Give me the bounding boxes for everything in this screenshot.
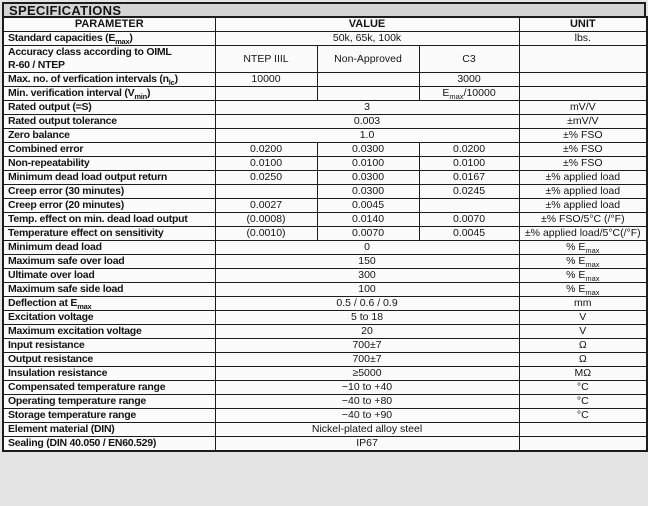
parameter-cell: Maximum excitation voltage: [3, 325, 215, 339]
spec-row: [3, 311, 647, 325]
value-cell: $E_{max}/10000$: [419, 87, 519, 101]
value-header-cell: VALUE: [215, 17, 519, 32]
spec-row: [3, 255, 647, 269]
spec-row: [3, 32, 647, 46]
parameter-cell: Temp. effect on min. dead load output: [3, 213, 215, 227]
spec-row: [3, 185, 647, 199]
value-cell: [215, 87, 317, 101]
value-cell: NTEP IIIL: [215, 46, 317, 73]
spec-row: [3, 381, 647, 395]
unit-cell: V: [519, 325, 647, 339]
parameter-cell: Non-repeatability: [3, 157, 215, 171]
spec-row: [3, 297, 647, 311]
value-cell: 0.0300: [317, 185, 419, 199]
unit-cell: ±% applied load: [519, 171, 647, 185]
spec-row: [3, 227, 647, 241]
unit-cell: ±% FSO/5°C (/°F): [519, 213, 647, 227]
value-cell: −40 to +90: [215, 409, 519, 423]
value-cell: C3: [419, 46, 519, 73]
value-cell: [317, 87, 419, 101]
spec-row: [3, 73, 647, 87]
spec-row: [3, 115, 647, 129]
parameter-cell: Element material (DIN): [3, 423, 215, 437]
spec-row: [3, 269, 647, 283]
parameter-cell: Standard capacities $(E_{max})$: [3, 32, 215, 46]
spec-row: [3, 423, 647, 437]
specifications-title: SPECIFICATIONS: [9, 3, 122, 18]
value-cell: 700±7: [215, 353, 519, 367]
unit-cell: [519, 73, 647, 87]
value-cell: 0.0045: [317, 199, 419, 213]
spec-row: [3, 241, 647, 255]
value-cell: 0.0045: [419, 227, 519, 241]
value-cell: 0.0300: [317, 143, 419, 157]
value-cell: 0.0300: [317, 171, 419, 185]
parameter-header-cell: PARAMETER: [3, 17, 215, 32]
unit-cell: mm: [519, 297, 647, 311]
parameter-cell: Output resistance: [3, 353, 215, 367]
parameter-cell: Zero balance: [3, 129, 215, 143]
unit-cell: ±% applied load/5°C(/°F): [519, 227, 647, 241]
spec-sheet: [2, 0, 646, 452]
spec-row: [3, 395, 647, 409]
unit-cell: [519, 46, 647, 73]
value-cell: 5 to 18: [215, 311, 519, 325]
value-cell: 50k, 65k, 100k: [215, 32, 519, 46]
value-cell: 150: [215, 255, 519, 269]
spec-row: [3, 353, 647, 367]
parameter-cell: Temperature effect on sensitivity: [3, 227, 215, 241]
parameter-cell: Accuracy class according to OIML R-60 / NTEP: [3, 46, 215, 73]
value-cell: 0.0027: [215, 199, 317, 213]
parameter-cell: Max. no. of verfication intervals $(n_{lc})$: [3, 73, 215, 87]
unit-cell: % $E_{max}$: [519, 269, 647, 283]
specifications-table: [2, 16, 648, 452]
parameter-cell: Maximum safe side load: [3, 283, 215, 297]
value-cell: 0.0200: [419, 143, 519, 157]
parameter-cell: Maximum safe over load: [3, 255, 215, 269]
unit-cell: ±% FSO: [519, 129, 647, 143]
spec-row: [3, 283, 647, 297]
unit-cell: % $E_{max}$: [519, 255, 647, 269]
unit-cell: mV/V: [519, 101, 647, 115]
unit-cell: ±% FSO: [519, 143, 647, 157]
spec-row: [3, 437, 647, 452]
value-cell: 0.0200: [215, 143, 317, 157]
unit-cell: ±% FSO: [519, 157, 647, 171]
unit-cell: [519, 87, 647, 101]
value-cell: 3000: [419, 73, 519, 87]
value-cell: Non-Approved: [317, 46, 419, 73]
value-cell: 10000: [215, 73, 317, 87]
value-cell: [215, 185, 317, 199]
spec-row: [3, 339, 647, 353]
parameter-cell: Creep error (20 minutes): [3, 199, 215, 213]
value-cell: 20: [215, 325, 519, 339]
spec-row: [3, 199, 647, 213]
value-cell: [419, 199, 519, 213]
unit-cell: V: [519, 311, 647, 325]
value-cell: Nickel-plated alloy steel: [215, 423, 519, 437]
unit-cell: °C: [519, 395, 647, 409]
value-cell: 0.0245: [419, 185, 519, 199]
value-cell: 0.0100: [215, 157, 317, 171]
parameter-cell: Excitation voltage: [3, 311, 215, 325]
spec-row: [3, 87, 647, 101]
spec-row: [3, 325, 647, 339]
spec-row: [3, 101, 647, 115]
parameter-cell: Min. verification interval $(V_{min})$: [3, 87, 215, 101]
value-cell: 1.0: [215, 129, 519, 143]
value-cell: 0.0070: [317, 227, 419, 241]
parameter-cell: Storage temperature range: [3, 409, 215, 423]
spec-row: [3, 409, 647, 423]
value-cell: 3: [215, 101, 519, 115]
table-body: [3, 32, 647, 452]
parameter-cell: Rated output tolerance: [3, 115, 215, 129]
parameter-cell: Operating temperature range: [3, 395, 215, 409]
value-cell: 0.0100: [419, 157, 519, 171]
unit-cell: lbs.: [519, 32, 647, 46]
spec-row: [3, 171, 647, 185]
spec-row: [3, 367, 647, 381]
value-cell: 700±7: [215, 339, 519, 353]
value-cell: 300: [215, 269, 519, 283]
value-cell: 100: [215, 283, 519, 297]
unit-cell: °C: [519, 409, 647, 423]
value-cell: 0: [215, 241, 519, 255]
spec-row: [3, 157, 647, 171]
unit-cell: ±% applied load: [519, 199, 647, 213]
value-cell: [317, 73, 419, 87]
spec-row: [3, 143, 647, 157]
parameter-cell: Rated output (=S): [3, 101, 215, 115]
parameter-cell: Input resistance: [3, 339, 215, 353]
parameter-cell: Sealing (DIN 40.050 / EN60.529): [3, 437, 215, 452]
parameter-cell: Minimum dead load: [3, 241, 215, 255]
value-cell: 0.0167: [419, 171, 519, 185]
value-cell: 0.0140: [317, 213, 419, 227]
unit-cell: MΩ: [519, 367, 647, 381]
value-cell: 0.0100: [317, 157, 419, 171]
spec-row: [3, 213, 647, 227]
parameter-cell: Minimum dead load output return: [3, 171, 215, 185]
spec-row: [3, 129, 647, 143]
parameter-cell: Deflection at $E_{max}$: [3, 297, 215, 311]
unit-cell: °C: [519, 381, 647, 395]
value-cell: −10 to +40: [215, 381, 519, 395]
unit-cell: % $E_{max}$: [519, 241, 647, 255]
value-cell: 0.0070: [419, 213, 519, 227]
value-cell: ≥5000: [215, 367, 519, 381]
parameter-cell: Creep error (30 minutes): [3, 185, 215, 199]
unit-cell: ±mV/V: [519, 115, 647, 129]
value-cell: 0.003: [215, 115, 519, 129]
parameter-cell: Combined error: [3, 143, 215, 157]
unit-header-cell: UNIT: [519, 17, 647, 32]
unit-cell: [519, 437, 647, 452]
unit-cell: ±% applied load: [519, 185, 647, 199]
table-header-row: [3, 17, 647, 32]
spec-row: [3, 46, 647, 73]
unit-cell: Ω: [519, 339, 647, 353]
parameter-cell: Insulation resistance: [3, 367, 215, 381]
value-cell: IP67: [215, 437, 519, 452]
value-cell: 0.0250: [215, 171, 317, 185]
parameter-cell: Ultimate over load: [3, 269, 215, 283]
value-cell: 0.5 / 0.6 / 0.9: [215, 297, 519, 311]
unit-cell: Ω: [519, 353, 647, 367]
value-cell: −40 to +80: [215, 395, 519, 409]
parameter-cell: Compensated temperature range: [3, 381, 215, 395]
unit-cell: % $E_{max}$: [519, 283, 647, 297]
value-cell: (0.0010): [215, 227, 317, 241]
unit-cell: [519, 423, 647, 437]
value-cell: (0.0008): [215, 213, 317, 227]
